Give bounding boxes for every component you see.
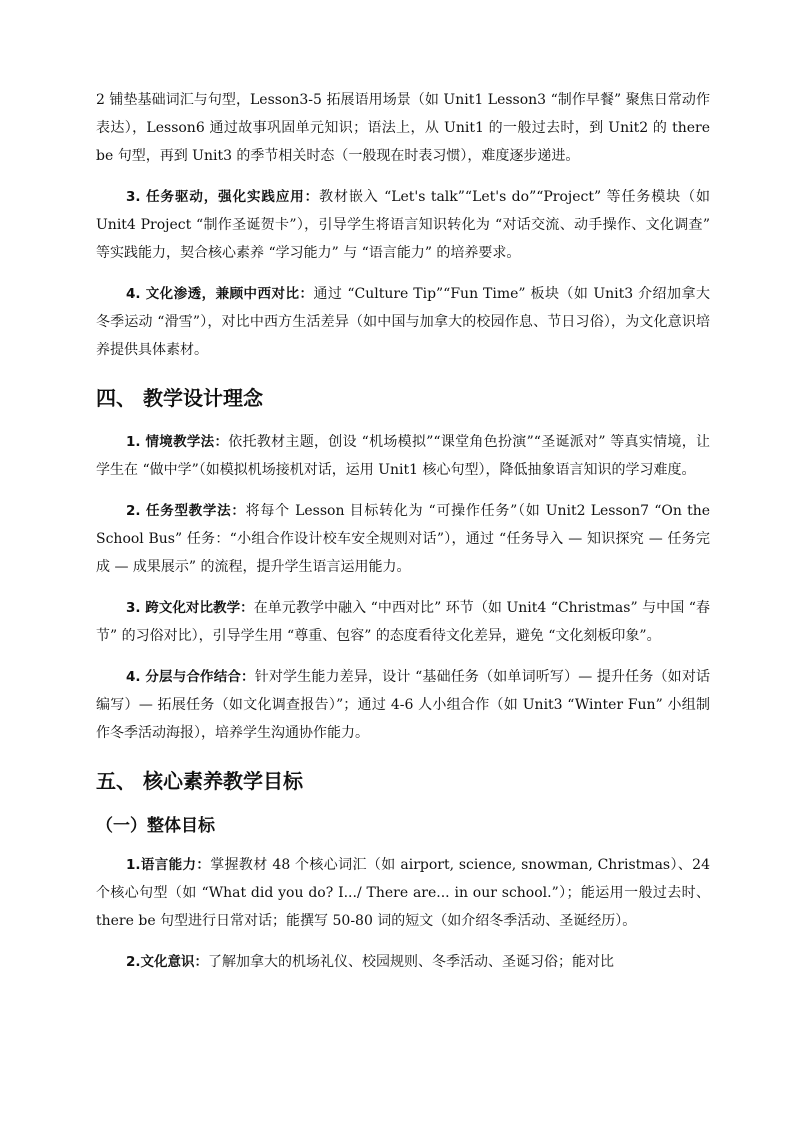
goal-lead: 1.语言能力：: [126, 857, 211, 873]
philosophy-lead: 3. 跨文化对比教学：: [126, 600, 254, 616]
feature-lead: 4. 文化渗透，兼顾中西对比：: [126, 286, 314, 302]
feature-item: [96, 280, 710, 364]
subsection-heading-overall-goals: （一）整体目标: [96, 816, 215, 836]
philosophy-text: 依托教材主题，创设 “机场模拟”“课堂角色扮演”“圣诞派对” 等真实情境，让学生在 “做中学”（如模拟机场接机对话，运用 Unit1 核心句型），降低抽象语言知识的学习难度。: [96, 434, 710, 478]
philosophy-text: 针对学生能力差异，设计 “基础任务（如单词听写）— 提升任务（如对话编写）— 拓展任务（如文化调查报告）”；通过 4-6 人小组合作（如 Unit3 “Winter Fun” 小组制作冬季活动海报），培养学生沟通协作能力。: [96, 669, 710, 741]
section-heading-teaching-philosophy: 四、 教学设计理念: [96, 386, 263, 410]
feature-text: 教材嵌入 “Let's talk”“Let's do”“Project” 等任务模块（如 Unit4 Project “制作圣诞贺卡”），引导学生将语言知识转化为 “对话交流、动手操作、文化调查” 等实践能力，契合核心素养 “学习能力” 与 “语言能力” 的培养要求。: [96, 189, 710, 261]
feature-lead: 3. 任务驱动，强化实践应用：: [126, 189, 320, 205]
philosophy-lead: 2. 任务型教学法：: [126, 503, 246, 519]
philosophy-item: [96, 663, 710, 747]
goal-text: 了解加拿大的机场礼仪、校园规则、冬季活动、圣诞习俗；能对比: [208, 954, 615, 970]
philosophy-text: 将每个 Lesson 目标转化为 “可操作任务”（如 Unit2 Lesson7 “On the School Bus” 任务：“小组合作设计校车安全规则对话”），通过 “任务导入 — 知识探究 — 任务完成 — 成果展示” 的流程，提升学生语言运用能力。: [96, 503, 710, 575]
feature-text: 通过 “Culture Tip”“Fun Time” 板块（如 Unit3 介绍加拿大冬季运动 “滑雪”），对比中西方生活差异（如中国与加拿大的校园作息、节日习俗），为文化意识培养提供具体素材。: [96, 286, 710, 358]
goal-text: 掌握教材 48 个核心词汇（如 airport, science, snowman, Christmas）、24 个核心句型（如 “What did you do? I.../ There are... in our school.”）；能运用一般过去时、there be 句型进行日常对话；能撰写 50-80 词的短文（如介绍冬季活动、圣诞经历）。: [96, 857, 710, 929]
philosophy-lead: 1. 情境教学法：: [126, 434, 229, 450]
goal-item: [96, 948, 710, 976]
goal-lead: 2.文化意识：: [126, 954, 209, 970]
document-content: [96, 86, 710, 989]
philosophy-item: [96, 428, 710, 484]
philosophy-lead: 4. 分层与合作结合：: [126, 669, 255, 685]
goal-item: [96, 851, 710, 935]
philosophy-item: [96, 497, 710, 581]
section-heading-core-goals: 五、 核心素养教学目标: [96, 769, 303, 793]
philosophy-item: [96, 594, 710, 650]
feature-item: [96, 183, 710, 267]
intro-paragraph: 2 铺垫基础词汇与句型，Lesson3-5 拓展语用场景（如 Unit1 Lesson3 “制作早餐” 聚焦日常动作表达），Lesson6 通过故事巩固单元知识；语法上，从 Unit1 的一般过去时，到 Unit2 的 there be 句型，再到 Unit3 的季节相关时态（一般现在时表习惯），难度逐步递进。: [96, 92, 710, 164]
philosophy-text: 在单元教学中融入 “中西对比” 环节（如 Unit4 “Christmas” 与中国 “春节” 的习俗对比），引导学生用 “尊重、包容” 的态度看待文化差异，避免 “文化刻板印象”。: [96, 600, 710, 644]
